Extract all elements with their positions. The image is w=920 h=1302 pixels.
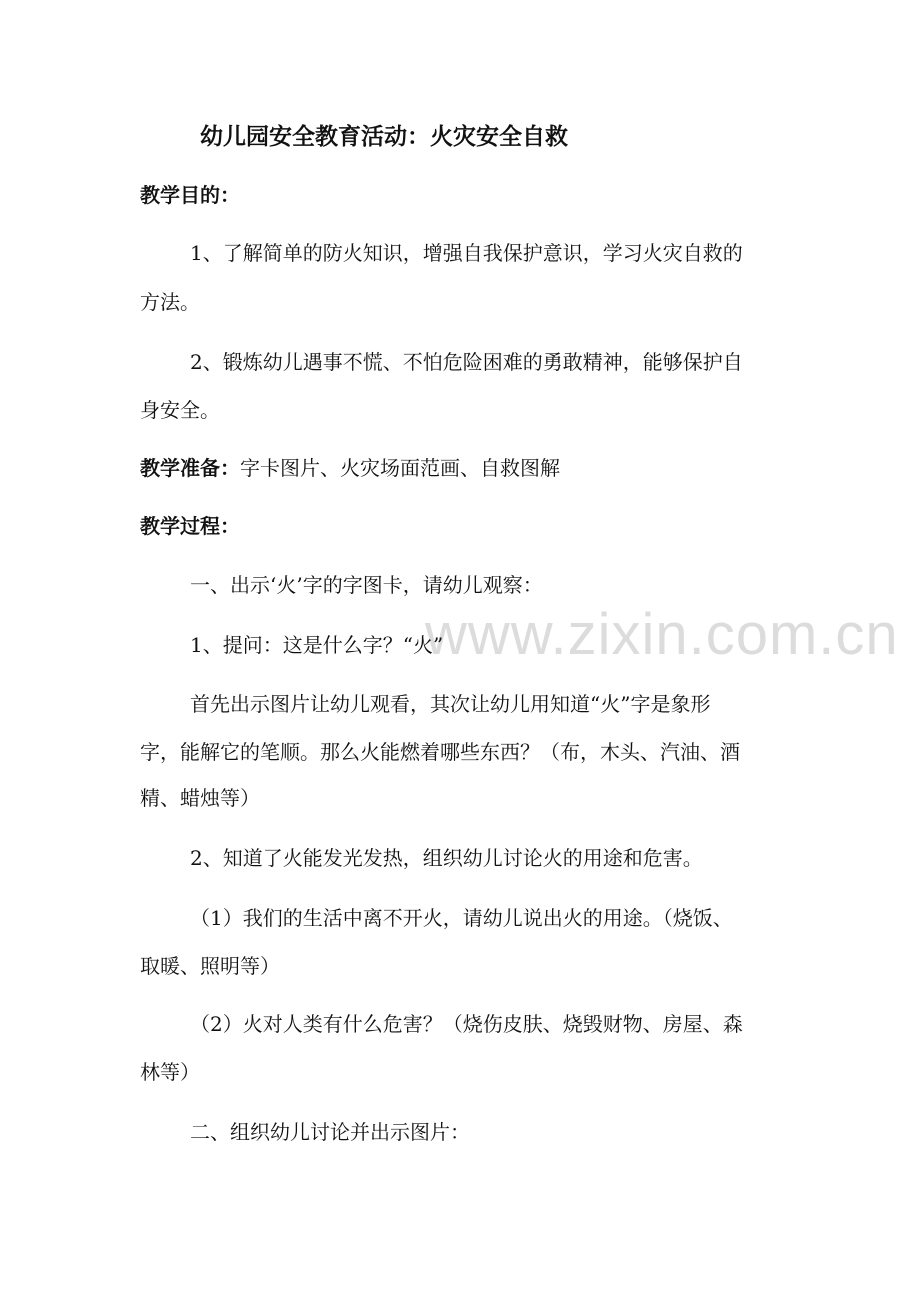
step-1-question-2: 2、知道了火能发光发热，组织幼儿讨论火的用途和危害。 bbox=[190, 846, 703, 870]
preparation-heading: 教学准备： bbox=[140, 456, 240, 480]
objective-1-line-1: 1、了解简单的防火知识，增强自我保护意识，学习火灾自救的 bbox=[190, 241, 743, 265]
process-heading: 教学过程： bbox=[140, 514, 240, 538]
step-1: 一、出示‘火’字的字图卡，请幼儿观察： bbox=[190, 573, 543, 597]
preparation-paragraph bbox=[140, 456, 790, 480]
sub-item-1-line-2: 取暖、照明等） bbox=[140, 954, 280, 978]
watermark: www.zixin.com.cn bbox=[425, 602, 899, 667]
step-1-question-1: 1、提问：这是什么字？“火” bbox=[190, 633, 444, 657]
paragraph-1-line-1: 首先出示图片让幼儿观看，其次让幼儿用知道“火”字是象形 bbox=[190, 692, 711, 716]
sub-item-2-line-2: 林等） bbox=[140, 1060, 200, 1084]
paragraph-1-line-3: 精、蜡烛等） bbox=[140, 786, 260, 810]
step-2: 二、组织幼儿讨论并出示图片： bbox=[190, 1120, 470, 1144]
document-title: 幼儿园安全教育活动：火灾安全自救 bbox=[200, 123, 568, 150]
objectives-heading: 教学目的： bbox=[140, 183, 240, 207]
objective-1-line-2: 方法。 bbox=[140, 290, 200, 314]
sub-item-1-line-1: （1）我们的生活中离不开火，请幼儿说出火的用途。（烧饭、 bbox=[190, 906, 733, 930]
objective-2-line-2: 身安全。 bbox=[140, 398, 220, 422]
objective-2-line-1: 2、锻炼幼儿遇事不慌、不怕危险困难的勇敢精神，能够保护自 bbox=[190, 350, 743, 374]
sub-item-2-line-1: （2）火对人类有什么危害？（烧伤皮肤、烧毁财物、房屋、森 bbox=[190, 1012, 743, 1036]
paragraph-1-line-2: 字，能解它的笔顺。那么火能燃着哪些东西？（布，木头、汽油、酒 bbox=[140, 740, 740, 764]
preparation-text: 字卡图片、火灾场面范画、自救图解 bbox=[240, 456, 560, 480]
